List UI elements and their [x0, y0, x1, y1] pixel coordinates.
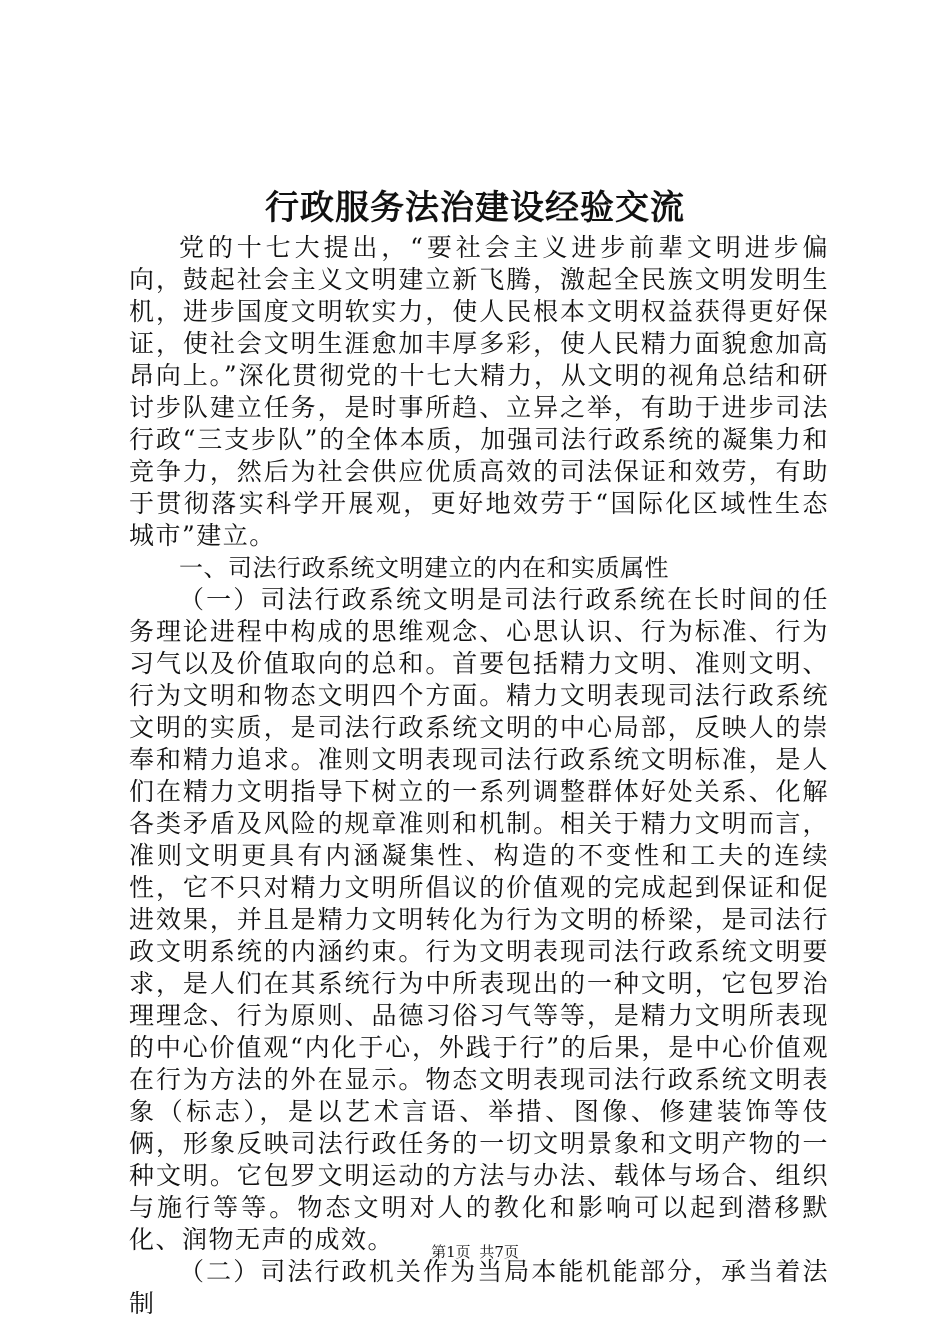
section-heading-1: 一、司法行政系统文明建立的内在和实质属性 — [179, 554, 669, 582]
document-title: 行政服务法治建设经验交流 — [265, 188, 685, 228]
page-footer — [0, 1242, 950, 1262]
document-body — [129, 232, 829, 1320]
page-number: 第1页 — [431, 1243, 471, 1261]
page-total: 共7页 — [479, 1243, 519, 1261]
subsection-paragraph-2: （二）司法行政机关作为当局本能机能部分，承当着法制 — [129, 1257, 829, 1318]
subsection-paragraph-1: （一）司法行政系统文明是司法行政系统在长时间的任务理论进程中构成的思维观念、心思认识、行为标准、行为习气以及价值取向的总和。首要包括精力文明、准则文明、行为文明和物态文明四个方面。精力文明表现司法行政系统文明的实质，是司法行政系统文明的中心局部，反映人的崇奉和精力追求。准则文明表现司法行政系统文明标准，是人们在精力文明指导下树立的一系列调整群体好处关系、化解各类矛盾及风险的规章准则和机制。相关于精力文明而言，准则文明更具有内涵凝集性、构造的不变性和工夫的连续性，它不只对精力文明所倡议的价值观的完成起到保证和促进效果，并且是精力文明转化为行为文明的桥梁，是司法行政文明系统的内涵约束。行为文明表现司法行政系统文明要求，是人们在其系统行为中所表现出的一种文明，它包罗治理理念、行为原则、品德习俗习气等等，是精力文明所表现的中心价值观“内化于心，外践于行”的后果，是中心价值观在行为方法的外在显示。物态文明表现司法行政系统文明表象（标志），是以艺术言语、举措、图像、修建装饰等伎俩，形象反映司法行政任务的一切文明景象和文明产物的一种文明。它包罗文明运动的方法与办法、载体与场合、组织与施行等等。物态文明对人的教化和影响可以起到潜移默化、润物无声的成效。 — [129, 585, 829, 1254]
intro-paragraph: 党的十七大提出，“要社会主义进步前辈文明进步偏向，鼓起社会主义文明建立新飞腾，激起全民族文明发明生机，进步国度文明软实力，使人民根本文明权益获得更好保证，使社会文明生涯愈加丰厚多彩，使人民精力面貌愈加高昂向上。”深化贯彻党的十七大精力，从文明的视角总结和研讨步队建立任务，是时事所趋、立异之举，有助于进步司法行政“三支步队”的全体本质，加强司法行政系统的凝集力和竞争力，然后为社会供应优质高效的司法保证和效劳，有助于贯彻落实科学开展观，更好地效劳于“国际化区域性生态城市”建立。 — [129, 233, 829, 550]
